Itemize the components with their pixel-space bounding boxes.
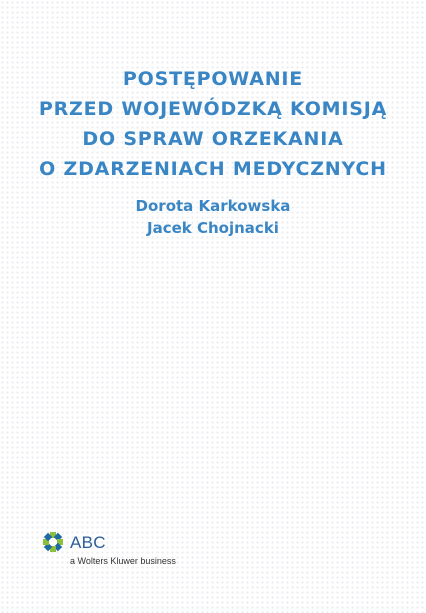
- title-line-1: POSTĘPOWANIE: [122, 68, 304, 90]
- title-line-3: DO SPRAW ORZEKANIA: [82, 128, 344, 150]
- title-line-4: O ZDARZENIACH MEDYCZNYCH: [39, 158, 387, 180]
- publisher-tagline: a Wolters Kluwer business: [70, 556, 176, 566]
- author-2: Jacek Chojnacki: [147, 219, 279, 237]
- wolters-kluwer-logo-icon: [42, 531, 64, 553]
- publisher-logo: [42, 531, 242, 571]
- author-1: Dorota Karkowska: [135, 197, 291, 215]
- book-authors: [0, 195, 426, 239]
- book-title: [0, 64, 426, 184]
- title-line-2: PRZED WOJEWÓDZKĄ KOMISJĄ: [38, 98, 388, 120]
- publisher-brand: ABC: [70, 533, 106, 552]
